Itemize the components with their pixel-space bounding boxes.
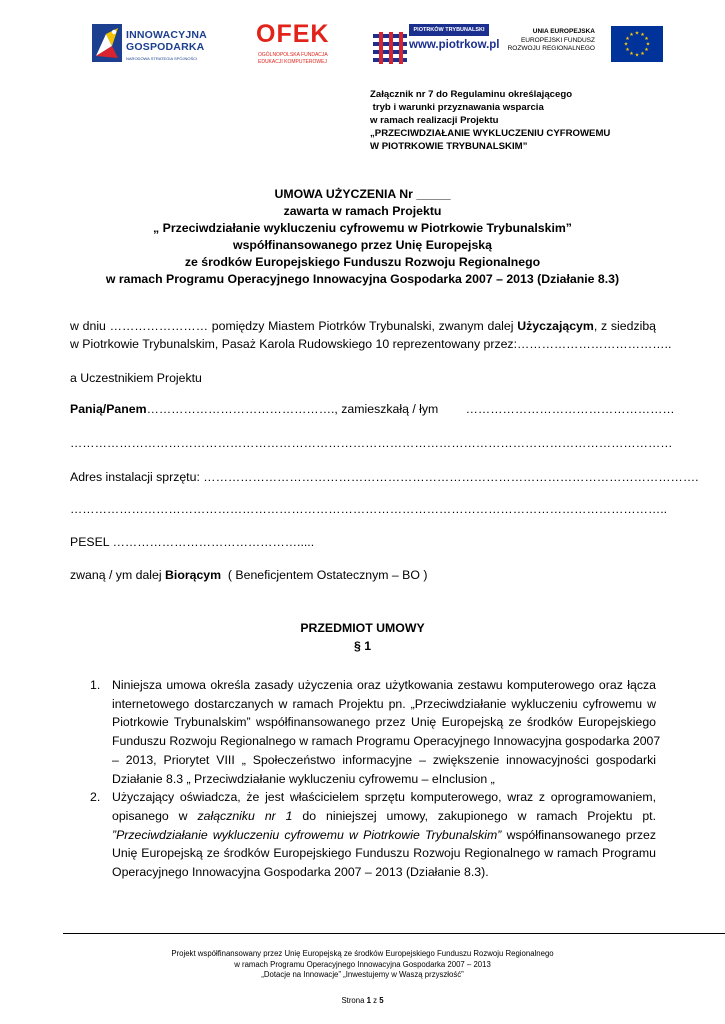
annex-line: tryb i warunki przyznawania wsparcia: [370, 102, 544, 113]
piotrkow-crest-icon: [373, 32, 407, 64]
clause-line: [112, 826, 656, 845]
pesel-line: PESEL ……………………………………….....: [70, 535, 315, 549]
page-total: 5: [379, 996, 384, 1005]
eu-line2: EUROPEJSKI FUNDUSZ: [520, 36, 595, 44]
svg-text:★: ★: [645, 41, 651, 48]
name-label: Panią/Panem: [70, 402, 147, 416]
footer-divider: [63, 933, 725, 934]
piotrkow-name: PIOTRKÓW TRYBUNALSKI: [409, 24, 489, 36]
innowacyjna-gospodarka-mark-icon: [92, 24, 122, 62]
annex-reference: załączniku nr 1: [197, 808, 293, 823]
svg-text:★: ★: [629, 51, 634, 57]
clause-line: Operacyjnego Innowacyjna Gospodarka 2007 – 2013 (Działanie 8.3).: [112, 865, 489, 880]
clause-text: współfinansowanego przez: [501, 827, 657, 842]
clause-item: [90, 676, 661, 788]
borrower-text: zwaną / ym dalej: [70, 568, 166, 582]
eu-line3: ROZWOJU REGIONALNEGO: [507, 45, 595, 52]
annex-line: w ramach realizacji Projektu: [370, 115, 499, 126]
svg-text:★: ★: [640, 51, 645, 57]
piotrkow-logo: [373, 24, 500, 66]
section-heading: PRZEDMIOT UMOWY: [300, 621, 425, 635]
ig-line2: GOSPODARKA: [126, 41, 205, 53]
intro-line2: w Piotrkowie Trybunalskim, Pasaż Karola Rudowskiego 10 reprezentowany przez:………………………………..: [70, 337, 672, 351]
clause-text: do niniejszej umowy, zakupionego w ramach Projektu pt.: [292, 808, 656, 823]
intro-line1: [70, 318, 656, 336]
clause-line: Unię Europejską ze środków Europejskiego Funduszu Rozwoju Regionalnego w ramach Programu: [112, 846, 656, 861]
eu-line1: UNIA EUROPEJSKA: [532, 28, 595, 35]
participant-line: a Uczestnikiem Projektu: [70, 371, 202, 385]
annex-line: „PRZECIWDZIAŁANIE WYKLUCZENIU CYFROWEMU: [370, 128, 611, 139]
ofek-logo: [254, 22, 354, 68]
page-separator: z: [370, 996, 380, 1005]
svg-text:★: ★: [629, 32, 634, 38]
ofek-line1: OGÓLNOPOLSKA FUNDACJA: [258, 52, 328, 58]
annex-note: [370, 88, 610, 153]
clause-line: Funduszu Rozwoju Regionalnego w ramach Programu Operacyjnego Innowacyjna gospodarka 2007: [112, 734, 661, 749]
svg-text:★: ★: [634, 52, 640, 59]
ofek-line2: EDUKACJI KOMPUTEROWEJ: [258, 59, 327, 65]
innowacyjna-gospodarka-logo: [92, 22, 222, 68]
svg-text:★: ★: [623, 41, 629, 48]
install-address-line: Adres instalacji sprzętu: ………………………………………………………………………………………………………….: [70, 470, 699, 484]
address-dots-line: ………………………………………………………………………………………………………………………………..: [70, 502, 668, 516]
annex-line: Załącznik nr 7 do Regulaminu określającego: [370, 89, 573, 100]
clause-list: [90, 676, 661, 882]
ig-line1: INNOWACYJNA: [126, 29, 207, 41]
clause-line: Piotrkowie Trybunalskim” współfinansowanego przez Unię Europejską ze środków Europejskiego: [112, 715, 656, 730]
title-line: ze środków Europejskiego Funduszu Rozwoju Regionalnego: [184, 255, 541, 269]
svg-text:★: ★: [640, 32, 645, 38]
borrower-label: Biorącym: [165, 568, 222, 582]
clause-number: 1.: [90, 678, 101, 692]
clause-number: 2.: [90, 790, 101, 805]
eu-text: [508, 28, 595, 54]
agreement-title: [0, 186, 725, 288]
svg-text:★: ★: [625, 47, 630, 53]
section-paragraph-number: § 1: [353, 639, 372, 653]
clause-item: [90, 788, 656, 882]
clause-line: internetowego dostarczanych w ramach Projektu pn. „Przeciwdziałanie wykluczeniu cyfrowemu w: [112, 696, 656, 711]
footer-line: Projekt współfinansowany przez Unię Europejską ze środków Europejskiego Funduszu Rozwoju Regionalnego: [171, 949, 554, 958]
clause-line: Niniejsza umowa określa zasady użyczenia oraz użytkowania zestawu komputerowego oraz łącza: [112, 678, 656, 692]
page-prefix: Strona: [341, 996, 367, 1005]
title-line: UMOWA UŻYCZENIA Nr _____: [274, 187, 451, 201]
footer-line: w ramach Programu Operacyjnego Innowacyjna Gospodarka 2007 – 2013: [234, 959, 491, 969]
ofek-name: OFEK: [256, 20, 330, 48]
svg-text:★: ★: [644, 47, 649, 53]
svg-text:★: ★: [634, 30, 640, 37]
clause-line: – 2013, Priorytet VIII „ Społeczeństwo informacyjne – zwiększenie innowacyjności gospodarki: [112, 752, 656, 767]
eu-flag-icon: [611, 26, 663, 62]
clause-text: opisanego w: [112, 808, 198, 823]
name-dots: ………………………………………., zamieszkałą / łym ……………………………………………: [146, 402, 675, 416]
address-dots-line: …………………………………………………………………………………………………………………………………: [70, 436, 673, 450]
svg-text:★: ★: [644, 36, 649, 42]
page-number: [0, 996, 725, 1005]
ig-line3: NARODOWA STRATEGIA SPÓJNOŚCI: [126, 56, 198, 61]
title-line: zawarta w ramach Projektu: [283, 204, 442, 218]
title-line: w ramach Programu Operacyjnego Innowacyjna Gospodarka 2007 – 2013 (Działanie 8.3): [105, 272, 620, 286]
footer-text: [0, 949, 725, 981]
eu-logo: [507, 24, 665, 68]
page-current: 1: [366, 996, 371, 1005]
svg-text:★: ★: [625, 36, 630, 42]
intro-text: , z siedzibą: [593, 319, 657, 333]
name-field-line: [70, 401, 675, 419]
title-line: „ Przeciwdziałanie wykluczeniu cyfrowemu w Piotrkowie Trybunalskim”: [153, 221, 572, 235]
borrower-line: [70, 567, 656, 585]
project-name: ”Przeciwdziałanie wykluczeniu cyfrowemu w Piotrkowie Trybunalskim”: [112, 827, 502, 842]
footer-line: „Dotacje na Innowacje” „Inwestujemy w Waszą przyszłość”: [261, 970, 464, 979]
borrower-text: ( Beneficjentem Ostatecznym – BO ): [221, 568, 428, 582]
clause-line: Działanie 8.3 „ Przeciwdziałanie wykluczeniu cyfrowemu – eInclusion „: [112, 771, 495, 786]
clause-line: Użyczający oświadcza, że jest właścicielem sprzętu komputerowego, wraz z oprogramowaniem,: [112, 790, 656, 805]
clause-line: [112, 807, 656, 826]
title-line: współfinansowanego przez Unię Europejską: [233, 238, 492, 252]
intro-text: w dniu …………………… pomiędzy Miastem Piotrków Trybunalski, zwanym dalej: [70, 319, 518, 333]
piotrkow-url: www.piotrkow.pl: [409, 39, 500, 51]
lender-label: Użyczającym: [517, 319, 594, 333]
annex-line: W PIOTRKOWIE TRYBUNALSKIM”: [370, 141, 528, 152]
